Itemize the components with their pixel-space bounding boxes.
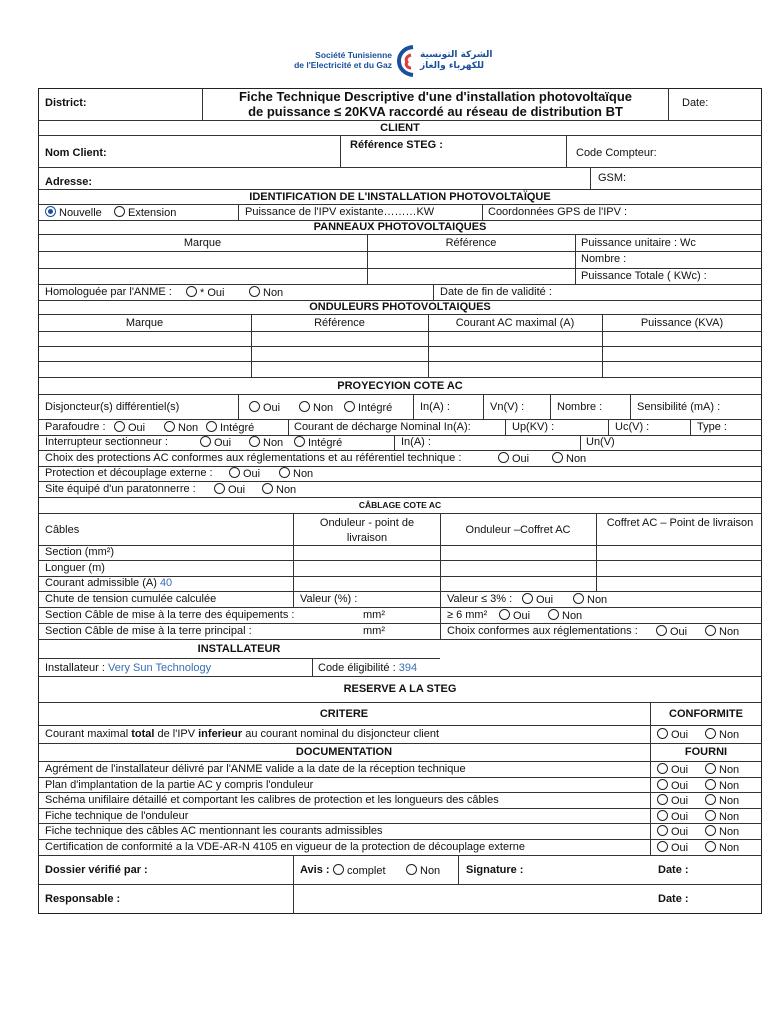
courant-non-radio[interactable]: Non <box>705 728 739 742</box>
fourni-oui-radio[interactable]: Oui <box>657 794 688 808</box>
valeur-3pct-label: Valeur ≤ 3% : <box>447 593 513 605</box>
puissance-existante-label: Puissance de l'IPV existante………KW <box>245 206 435 218</box>
panneaux-reference-header: Référence <box>445 237 497 249</box>
fourni-oui-radio[interactable]: Oui <box>657 810 688 824</box>
documentation-item: Agrément de l'installateur délivré par l'ANME valide a la date de la réception technique <box>45 763 466 775</box>
code-eligibilite-label: Code éligibilité : 394 <box>318 662 418 674</box>
choix-conformes-label: Choix conformes aux réglementations : <box>447 625 638 637</box>
conformite-header: CONFORMITE <box>669 708 743 720</box>
longueur-label: Longuer (m) <box>45 562 105 574</box>
homologuee-label: Homologuée par l'ANME : <box>45 286 172 298</box>
courant-maximal-critere: Courant maximal total de l'IPV inferieur au courant nominal du disjoncteur client <box>45 728 440 740</box>
nouvelle-radio[interactable]: Nouvelle <box>45 206 102 220</box>
terre-equipements-label: Section Câble de mise à la terre des équipements : <box>45 609 295 621</box>
homologuee-oui-radio[interactable]: * Oui <box>186 286 224 300</box>
decouplage-label: Protection et découplage externe : <box>45 467 213 479</box>
fourni-non-radio[interactable]: Non <box>705 825 739 839</box>
critere-header: CRITERE <box>319 708 369 720</box>
onduleurs-courant-header: Courant AC maximal (A) <box>455 317 575 329</box>
documentation-item: Schéma unifilaire détaillé et comportant les calibres de protection et les longueurs des câbles <box>45 794 499 807</box>
fourni-non-radio[interactable]: Non <box>705 794 739 808</box>
fourni-non-radio[interactable]: Non <box>705 779 739 793</box>
choix-conformes-oui-radio[interactable]: Oui <box>656 625 687 639</box>
parafoudre-oui-radio[interactable]: Oui <box>114 421 145 435</box>
steg-section-title: RESERVE A LA STEG <box>343 683 457 695</box>
district-label: District: <box>45 97 87 109</box>
courant-admissible-label: Courant admissible (A) 40 <box>45 577 173 589</box>
code-eligibilite-value: 394 <box>398 662 418 674</box>
terre-principal-unit: mm² <box>363 625 385 637</box>
interrupteur-label: Interrupteur sectionneur : <box>45 436 168 448</box>
parafoudre-label: Parafoudre : <box>45 421 106 433</box>
avis-complet-radio[interactable]: complet <box>333 864 386 878</box>
panneaux-marque-header: Marque <box>183 237 222 249</box>
reference-steg-label: Référence STEG : <box>350 139 443 151</box>
choix-protections-label: Choix des protections AC conformes aux réglementations et au référentiel technique : <box>45 452 462 464</box>
identification-section-title: IDENTIFICATION DE L'INSTALLATION PHOTOVOLTAÏQUE <box>249 191 551 203</box>
signature-label: Signature : <box>466 864 524 876</box>
disjoncteur-vn-label: Vn(V) : <box>490 401 525 413</box>
disjoncteur-oui-radio[interactable]: Oui <box>249 401 280 415</box>
onduleurs-puissance-header: Puissance (KVA) <box>640 317 724 329</box>
disjoncteur-non-radio[interactable]: Non <box>299 401 333 415</box>
parafoudre-non-radio[interactable]: Non <box>164 421 198 435</box>
terre-principal-label: Section Câble de mise à la terre principal : <box>45 625 252 637</box>
puissance-totale-label: Puissance Totale ( KWc) : <box>581 270 707 282</box>
onduleur-coffret-header: Onduleur –Coffret AC <box>465 524 571 536</box>
onduleur-livraison-header: Onduleur - point de livraison <box>319 517 415 544</box>
code-compteur-label: Code Compteur: <box>576 147 657 159</box>
dossier-date-label: Date : <box>658 864 689 876</box>
cables-header: Câbles <box>45 524 80 536</box>
onduleurs-section-title: ONDULEURS PHOTOVOLTAIQUES <box>309 301 491 313</box>
steg-emblem-icon <box>396 44 418 78</box>
fourni-non-radio[interactable]: Non <box>705 841 739 855</box>
interrupteur-in-label: In(A) : <box>401 436 431 448</box>
fourni-oui-radio[interactable]: Oui <box>657 779 688 793</box>
nom-client-label: Nom Client: <box>45 147 107 159</box>
paratonnerre-oui-radio[interactable]: Oui <box>214 483 245 497</box>
interrupteur-un-label: Un(V) <box>586 436 615 448</box>
disjoncteur-in-label: In(A) : <box>420 401 450 413</box>
courant-oui-radio[interactable]: Oui <box>657 728 688 742</box>
section-mm-label: Section (mm²) <box>45 546 115 558</box>
disjoncteur-label: Disjoncteur(s) différentiel(s) <box>45 401 180 413</box>
documentation-item: Plan d'implantation de la partie AC y compris l'onduleur <box>45 778 314 791</box>
page-title: Fiche Technique Descriptive d'une d'installation photovoltaïque de puissance ≤ 20KVA raccordé au réseau de distribution BT <box>238 89 633 119</box>
avis-label: Avis : <box>300 864 330 876</box>
disjoncteur-nombre-label: Nombre : <box>557 401 603 413</box>
terre-eq-oui-radio[interactable]: Oui <box>499 609 530 623</box>
steg-logo <box>280 44 520 82</box>
chute-tension-label: Chute de tension cumulée calculée <box>45 593 217 605</box>
paratonnerre-label: Site équipé d'un paratonnerre : <box>45 483 196 495</box>
parafoudre-integre-radio[interactable]: Intégré <box>206 421 254 435</box>
documentation-item: Fiche technique de l'onduleur <box>45 809 189 822</box>
nombre-label: Nombre : <box>581 253 627 265</box>
fourni-oui-radio[interactable]: Oui <box>657 841 688 855</box>
responsable-date-label: Date : <box>658 893 689 905</box>
disjoncteur-integre-radio[interactable]: Intégré <box>344 401 392 415</box>
logo-text-ar: الشركة التونسية للكهرباء والغاز <box>420 50 493 71</box>
protection-section-title: PROYECYION COTE AC <box>337 380 463 392</box>
decouplage-non-radio[interactable]: Non <box>279 467 313 481</box>
installateur-name: Very Sun Technology <box>107 662 212 674</box>
valeur-pct-label: Valeur (%) : <box>300 593 358 605</box>
cablage-section-title: CÂBLAGE COTE AC <box>358 500 442 510</box>
interrupteur-integre-radio[interactable]: Intégré <box>294 436 342 450</box>
chute-oui-radio[interactable]: Oui <box>522 593 553 607</box>
choix-protections-non-radio[interactable]: Non <box>552 452 586 466</box>
interrupteur-oui-radio[interactable]: Oui <box>200 436 231 450</box>
sensibilite-label: Sensibilité (mA) : <box>637 401 721 413</box>
homologuee-non-radio[interactable]: Non <box>249 286 283 300</box>
gsm-label: GSM: <box>598 172 627 184</box>
avis-non-radio[interactable]: Non <box>406 864 440 878</box>
header-date-label: Date: <box>682 97 709 109</box>
client-section-title: CLIENT <box>380 122 420 134</box>
fourni-oui-radio[interactable]: Oui <box>657 763 688 777</box>
installateur-label: Installateur : Very Sun Technology <box>45 662 212 674</box>
onduleurs-reference-header: Référence <box>314 317 365 329</box>
fourni-non-radio[interactable]: Non <box>705 763 739 777</box>
six-mm2-label: ≥ 6 mm² <box>447 609 488 621</box>
terre-eq-non-radio[interactable]: Non <box>548 609 582 623</box>
puissance-unitaire-label: Puissance unitaire : Wc <box>581 237 696 249</box>
choix-protections-oui-radio[interactable]: Oui <box>498 452 529 466</box>
documentation-item: Certification de conformité a la VDE-AR-N 4105 en vigueur de la protection de découplage externe <box>45 841 525 853</box>
documentation-item: Fiche technique des câbles AC mentionnant les courants admissibles <box>45 825 383 838</box>
choix-conformes-non-radio[interactable]: Non <box>705 625 739 639</box>
panneaux-section-title: PANNEAUX PHOTOVOLTAIQUES <box>313 221 487 233</box>
uc-label: Uc(V) : <box>615 421 650 433</box>
interrupteur-non-radio[interactable]: Non <box>249 436 283 450</box>
installateur-section-title: INSTALLATEUR <box>197 643 281 655</box>
responsable-label: Responsable : <box>45 893 121 905</box>
fourni-oui-radio[interactable]: Oui <box>657 825 688 839</box>
decouplage-oui-radio[interactable]: Oui <box>229 467 260 481</box>
coffret-livraison-header: Coffret AC – Point de livraison <box>606 517 754 529</box>
fourni-non-radio[interactable]: Non <box>705 810 739 824</box>
dossier-verifie-label: Dossier vérifié par : <box>45 864 148 876</box>
adresse-label: Adresse: <box>45 176 93 188</box>
chute-non-radio[interactable]: Non <box>573 593 607 607</box>
documentation-header: DOCUMENTATION <box>295 746 393 758</box>
fourni-header: FOURNI <box>684 746 728 758</box>
logo-text-fr: Société Tunisienne de l'Electricité et du Gaz <box>294 50 392 70</box>
paratonnerre-non-radio[interactable]: Non <box>262 483 296 497</box>
terre-equipements-unit: mm² <box>363 609 385 621</box>
up-label: Up(KV) : <box>512 421 555 433</box>
gps-label: Coordonnées GPS de l'IPV : <box>488 206 628 218</box>
onduleurs-marque-header: Marque <box>125 317 164 329</box>
date-validite-label: Date de fin de validité : <box>440 286 552 298</box>
type-label: Type : <box>697 421 727 433</box>
courant-decharge-label: Courant de décharge Nominal In(A): <box>294 421 471 433</box>
courant-admissible-value: 40 <box>159 577 173 589</box>
extension-radio[interactable]: Extension <box>114 206 176 220</box>
